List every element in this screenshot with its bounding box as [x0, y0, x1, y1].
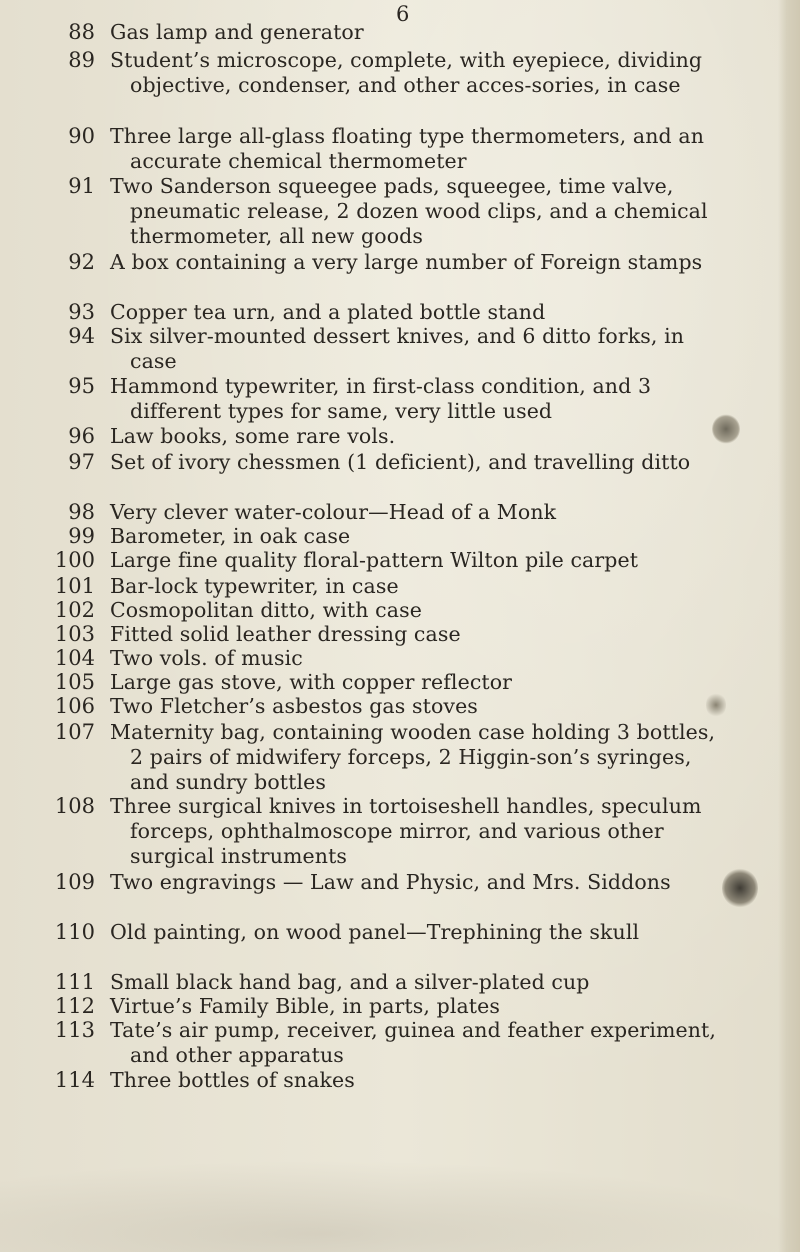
lot-number: 98 [68, 500, 95, 524]
lot-number: 92 [68, 250, 95, 274]
lot-description: Three surgical knives in tortoiseshell handles, speculum forceps, ophthalmoscope mirror, and various other surgical instruments [110, 794, 702, 868]
lot-number: 95 [68, 374, 95, 398]
lot-description: Law books, some rare vols. [110, 424, 396, 448]
paper-damage-area [0, 1160, 800, 1252]
lot-number: 88 [68, 20, 95, 44]
lot-description: Gas lamp and generator [110, 20, 364, 44]
lot-number: 103 [54, 622, 95, 646]
lot-description: Large gas stove, with copper reflector [110, 670, 513, 694]
lot-number: 102 [54, 598, 95, 622]
lot-number: 114 [54, 1068, 95, 1092]
lot-number: 112 [54, 994, 95, 1018]
lot-number: 111 [54, 970, 95, 994]
lot-number: 97 [68, 450, 95, 474]
lot-description: Student’s microscope, complete, with eyepiece, dividing objective, condenser, and other acces-sories, in case [110, 48, 703, 97]
lot-number: 100 [54, 548, 95, 572]
lot-number: 99 [68, 524, 95, 548]
lot-description: Virtue’s Family Bible, in parts, plates [110, 994, 500, 1018]
lot-description: Fitted solid leather dressing case [110, 622, 461, 646]
lot-number: 107 [54, 720, 95, 744]
lot-description: Large fine quality floral-pattern Wilton pile carpet [110, 548, 639, 572]
lot-number: 113 [54, 1018, 95, 1042]
lot-description: Set of ivory chessmen (1 deficient), and travelling ditto [110, 450, 691, 474]
lot-number: 94 [68, 324, 95, 348]
lot-description: A box containing a very large number of Foreign stamps [110, 250, 703, 274]
lot-number: 108 [54, 794, 95, 818]
lot-number: 109 [54, 870, 95, 894]
lot-description: Two engravings — Law and Physic, and Mrs. Siddons [110, 870, 671, 894]
lot-number: 104 [54, 646, 95, 670]
lot-description: Three large all-glass floating type thermometers, and an accurate chemical thermometer [110, 124, 704, 173]
lot-description: Bar-lock typewriter, in case [110, 574, 399, 598]
page-number: 6 [396, 2, 410, 26]
lot-number: 89 [68, 48, 95, 72]
lot-description: Hammond typewriter, in first-class condition, and 3 different types for same, very little used [110, 374, 652, 423]
lot-number: 110 [54, 920, 95, 944]
lot-description: Barometer, in oak case [110, 524, 351, 548]
lot-description: Small black hand bag, and a silver-plated cup [110, 970, 590, 994]
ink-stain [722, 868, 758, 908]
lot-number: 105 [54, 670, 95, 694]
lot-description: Old painting, on wood panel—Trephining the skull [110, 920, 640, 944]
page-edge-shadow [778, 0, 800, 1252]
lot-description: Two vols. of music [110, 646, 303, 670]
lot-number: 101 [54, 574, 95, 598]
lot-number: 91 [68, 174, 95, 198]
lot-number: 96 [68, 424, 95, 448]
lot-description: Two Fletcher’s asbestos gas stoves [110, 694, 478, 718]
lot-description: Copper tea urn, and a plated bottle stand [110, 300, 546, 324]
lot-description: Very clever water-colour—Head of a Monk [110, 500, 557, 524]
lot-description: Cosmopolitan ditto, with case [110, 598, 422, 622]
lot-description: Three bottles of snakes [110, 1068, 355, 1092]
lot-number: 90 [68, 124, 95, 148]
lot-number: 106 [54, 694, 95, 718]
lot-number: 93 [68, 300, 95, 324]
lot-description: Maternity bag, containing wooden case holding 3 bottles, 2 pairs of midwifery forceps, 2 Higgin-son’s syringes, and sundry bottles [110, 720, 716, 794]
lot-description: Six silver-mounted dessert knives, and 6 ditto forks, in case [110, 324, 685, 373]
lot-description: Tate’s air pump, receiver, guinea and feather experiment, and other apparatus [110, 1018, 717, 1067]
lot-description: Two Sanderson squeegee pads, squeegee, time valve, pneumatic release, 2 dozen wood clips, and a chemical thermometer, all new goods [110, 174, 708, 248]
